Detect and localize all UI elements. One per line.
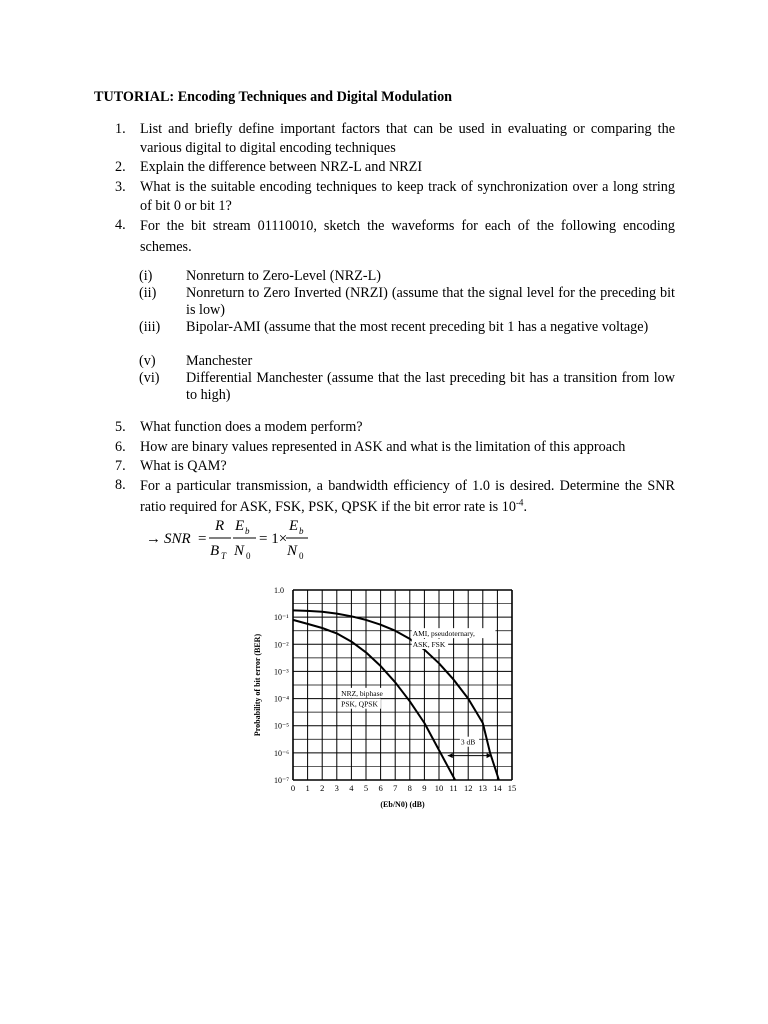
question-5 xyxy=(115,418,675,437)
question-text: Explain the difference between NRZ-L and NRZI xyxy=(140,159,423,175)
x-tick-label: 0 xyxy=(290,783,296,793)
question-number: 4. xyxy=(115,217,126,233)
y-tick-label: 10⁻² xyxy=(274,640,289,650)
formula-den-b-sub: T xyxy=(221,551,227,561)
question-1 xyxy=(115,120,675,158)
x-tick-label: 14 xyxy=(493,783,502,793)
formula-eq: = xyxy=(198,531,207,547)
question-text: What function does a modem perform? xyxy=(140,419,363,435)
question-text: What is the suitable encoding techniques to keep track of synchronization over a long string of bit 0 or bit 1? xyxy=(140,179,675,214)
chart-annotation: AMI, pseudoternary, xyxy=(412,629,475,639)
chart-annotation: NRZ, biphase xyxy=(341,688,383,698)
question-text: List and briefly define important factors that can be used in evaluating or comparing the various digital to digital encoding techniques xyxy=(140,121,675,156)
question-text: For the bit stream 01110010, sketch the waveforms for each of the following encoding schemes. xyxy=(140,218,675,255)
scheme-text: Bipolar-AMI (assume that the most recent preceding bit 1 has a negative voltage) xyxy=(186,319,649,335)
x-tick-label: 6 xyxy=(378,783,383,793)
question-3 xyxy=(115,178,675,216)
ber-exponent: -4 xyxy=(515,497,524,508)
question-text xyxy=(140,476,675,518)
ber-chart-svg xyxy=(246,580,526,820)
y-tick-label: 10⁻⁷ xyxy=(274,776,290,785)
scheme-item xyxy=(139,353,675,370)
question-text: How are binary values represented in ASK and what is the limitation of this approach xyxy=(140,439,626,455)
formula-num-r: R xyxy=(215,518,225,534)
x-tick-label: 1 xyxy=(305,783,310,793)
y-tick-label: 1.0 xyxy=(274,586,284,595)
question-7 xyxy=(115,457,675,476)
question-4 xyxy=(115,216,675,258)
chart-annotation: 3 dB xyxy=(460,737,476,747)
y-tick-label: 10⁻⁶ xyxy=(274,748,290,758)
y-tick-label: 10⁻¹ xyxy=(274,613,289,623)
x-tick-label: 10 xyxy=(434,783,444,793)
scheme-label: (iii) xyxy=(139,319,161,335)
scheme-text: Nonreturn to Zero-Level (NRZ-L) xyxy=(186,268,382,284)
question-number: 8. xyxy=(115,477,126,493)
scheme-label: (i) xyxy=(139,268,153,284)
x-tick-label: 12 xyxy=(463,783,473,793)
y-tick-label: 10⁻⁵ xyxy=(274,721,290,731)
y-tick-label: 10⁻⁴ xyxy=(274,694,290,704)
chart-annotation: PSK, QPSK xyxy=(341,699,378,709)
formula-den-n2: N xyxy=(287,543,298,559)
scheme-text: Differential Manchester (assume that the last preceding bit has a transition from low to high) xyxy=(186,370,675,403)
scheme-label: (v) xyxy=(139,353,156,369)
ber-chart xyxy=(246,580,526,820)
x-tick-label: 15 xyxy=(507,783,517,793)
formula-eq2: = 1× xyxy=(259,531,288,547)
formula-lhs: SNR xyxy=(164,531,191,547)
question-8-text: For a particular transmission, a bandwidth efficiency of 1.0 is desired. Determine the SNR ratio required for ASK, FSK, PSK, QPSK if the bit error rate is 10 xyxy=(140,478,675,515)
question-number: 3. xyxy=(115,179,126,195)
formula-arrow: → xyxy=(146,531,161,547)
x-tick-label: 8 xyxy=(407,783,412,793)
question-text: What is QAM? xyxy=(140,458,227,474)
arrowhead-left xyxy=(448,753,453,758)
scheme-item xyxy=(139,285,675,319)
formula-num-e2: E xyxy=(289,518,299,534)
question-2 xyxy=(115,158,675,177)
formula-num-e: E xyxy=(235,518,245,534)
scheme-item xyxy=(139,268,675,285)
question-number: 7. xyxy=(115,458,126,474)
scheme-text: Nonreturn to Zero Inverted (NRZI) (assume that the signal level for the preceding bit is low) xyxy=(186,285,675,318)
scheme-label: (ii) xyxy=(139,285,157,301)
formula-den-b: B xyxy=(210,543,220,559)
question-number: 1. xyxy=(115,121,126,137)
snr-formula xyxy=(146,516,346,562)
question-8 xyxy=(115,476,675,518)
scheme-item xyxy=(139,319,675,336)
question-number: 5. xyxy=(115,419,126,435)
scheme-text: Manchester xyxy=(186,353,253,369)
x-tick-label: 7 xyxy=(393,783,398,793)
formula-den-n-sub: 0 xyxy=(246,551,251,561)
x-axis-label: (Eb/N0) (dB) xyxy=(380,800,425,809)
y-tick-label: 10⁻³ xyxy=(274,667,289,677)
y-axis-label: Probability of bit error (BER) xyxy=(253,633,262,737)
question-number: 2. xyxy=(115,159,126,175)
scheme-item xyxy=(139,370,675,404)
x-tick-label: 9 xyxy=(422,783,427,793)
x-tick-label: 4 xyxy=(349,783,354,793)
formula-num-e-sub: b xyxy=(245,526,250,536)
formula-den-n: N xyxy=(234,543,245,559)
x-tick-label: 11 xyxy=(449,783,458,793)
x-tick-label: 2 xyxy=(320,783,325,793)
x-tick-label: 13 xyxy=(478,783,488,793)
formula-den-n2-sub: 0 xyxy=(299,551,304,561)
page-title: TUTORIAL: Encoding Techniques and Digital Modulation xyxy=(94,89,453,105)
question-8-tail: . xyxy=(523,499,527,515)
question-number: 6. xyxy=(115,439,126,455)
x-tick-label: 5 xyxy=(363,783,369,793)
x-tick-label: 3 xyxy=(334,783,339,793)
chart-annotation: ASK, FSK xyxy=(412,640,446,649)
scheme-label: (vi) xyxy=(139,370,160,386)
question-6 xyxy=(115,438,675,457)
formula-num-e2-sub: b xyxy=(299,526,304,536)
